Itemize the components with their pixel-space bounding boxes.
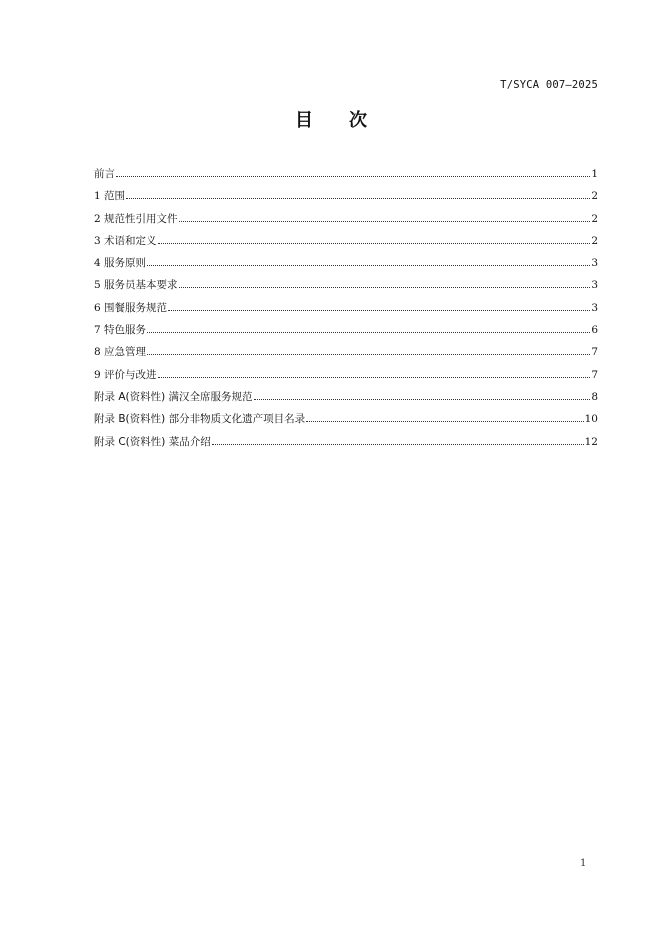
dot-leader — [147, 332, 590, 333]
dot-leader — [168, 310, 590, 311]
toc-entry-terms-definitions[interactable] — [94, 233, 598, 255]
toc-entry-label: 5 服务员基本要求 — [94, 279, 178, 292]
toc-entry-page: 12 — [584, 435, 598, 448]
title-char-2: 次 — [349, 110, 367, 131]
toc-entry-foreword[interactable] — [94, 166, 598, 188]
dot-leader — [212, 444, 584, 445]
dot-leader — [254, 399, 591, 400]
dot-leader — [126, 198, 590, 199]
toc-entry-label: 附录 A(资料性) 满汉全席服务规范 — [94, 390, 253, 403]
toc-entry-service-principles[interactable] — [94, 255, 598, 277]
title-char-1: 目 — [295, 110, 313, 131]
toc-entry-appendix-b[interactable] — [94, 411, 598, 433]
toc-entry-page: 8 — [591, 390, 598, 403]
dot-leader — [147, 265, 590, 266]
toc-entry-label: 1 范围 — [94, 190, 126, 203]
toc-entry-emergency-management[interactable] — [94, 344, 598, 366]
toc-entry-page: 2 — [591, 234, 598, 247]
dot-leader — [306, 421, 584, 422]
toc-entry-normative-references[interactable] — [94, 211, 598, 233]
toc-entry-page: 6 — [591, 324, 598, 337]
toc-entry-page: 3 — [591, 301, 598, 314]
dot-leader — [179, 287, 591, 288]
toc-entry-label: 9 评价与改进 — [94, 368, 157, 381]
table-of-contents — [94, 166, 598, 456]
toc-entry-appendix-c[interactable] — [94, 434, 598, 456]
document-code: T/SYCA 007—2025 — [500, 79, 598, 91]
dot-leader — [147, 354, 590, 355]
toc-entry-label: 8 应急管理 — [94, 346, 147, 359]
toc-entry-banquet-service[interactable] — [94, 300, 598, 322]
page-title — [0, 106, 662, 132]
toc-entry-label: 3 术语和定义 — [94, 234, 157, 247]
toc-entry-special-services[interactable] — [94, 322, 598, 344]
toc-entry-label: 4 服务原则 — [94, 257, 147, 270]
toc-entry-page: 10 — [584, 413, 598, 426]
toc-entry-scope[interactable] — [94, 188, 598, 210]
toc-entry-page: 1 — [591, 168, 598, 180]
dot-leader — [116, 176, 590, 177]
toc-entry-label: 前言 — [94, 168, 115, 180]
toc-entry-label: 7 特色服务 — [94, 324, 147, 337]
dot-leader — [158, 243, 591, 244]
toc-entry-page: 7 — [591, 346, 598, 359]
toc-entry-page: 3 — [591, 279, 598, 292]
page-number: 1 — [580, 858, 587, 869]
dot-leader — [179, 221, 591, 222]
dot-leader — [158, 377, 591, 378]
toc-entry-page: 3 — [591, 257, 598, 270]
toc-entry-page: 7 — [591, 368, 598, 381]
toc-entry-appendix-a[interactable] — [94, 389, 598, 411]
toc-entry-page: 2 — [591, 190, 598, 203]
toc-entry-label: 附录 C(资料性) 菜品介绍 — [94, 435, 211, 448]
toc-entry-page: 2 — [591, 212, 598, 225]
toc-entry-staff-requirements[interactable] — [94, 277, 598, 299]
toc-entry-evaluation-improvement[interactable] — [94, 367, 598, 389]
toc-entry-label: 2 规范性引用文件 — [94, 212, 178, 225]
toc-entry-label: 6 围餐服务规范 — [94, 301, 168, 314]
toc-entry-label: 附录 B(资料性) 部分非物质文化遗产项目名录 — [94, 413, 306, 426]
